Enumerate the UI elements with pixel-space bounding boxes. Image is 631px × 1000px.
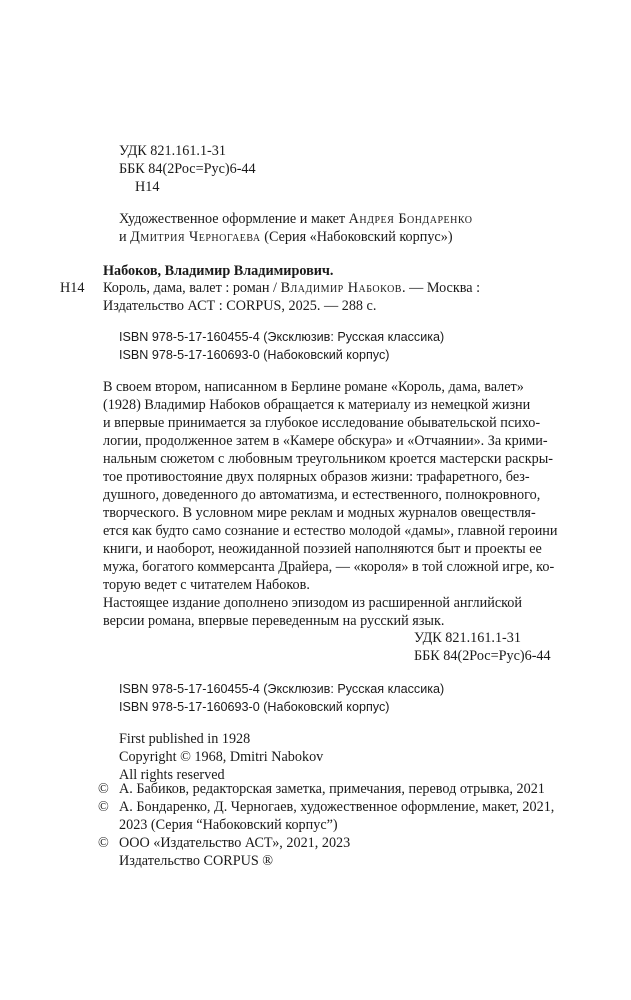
annotation-line: душного, доведенного до автоматизма, и естественного, полнокровного,: [103, 487, 541, 503]
isbn-block-top: [119, 328, 444, 364]
isbn-line: ISBN 978-5-17-160693-0 (Набоковский корпус): [119, 700, 390, 714]
annotation-line: торую ведет с читателем Набоков.: [103, 577, 310, 593]
author-mark: Н14: [135, 179, 160, 195]
bib-description: [103, 279, 480, 315]
isbn-line: ISBN 978-5-17-160693-0 (Набоковский корпус): [119, 348, 390, 362]
credits-text: Художественное оформление и макет: [119, 211, 349, 227]
copyright-entry-continued: 2023 (Серия “Набоковский корпус”): [119, 817, 338, 833]
copyright-entry: [98, 834, 554, 852]
annotation-line: логии, продолженное затем в «Камере обскура» и «Отчаянии». За крими-: [103, 433, 548, 449]
credits-line-2: [119, 228, 473, 246]
bbk-code: ББК 84(2Рос=Рус)6-44: [414, 648, 551, 664]
copyright-holder: ООО «Издательство АСТ», 2021, 2023: [119, 835, 351, 851]
copyright-icon: ©: [98, 835, 109, 851]
first-published: First published in 1928: [119, 731, 251, 747]
udk-bbk-footer: [414, 629, 551, 665]
bbk-code: ББК 84(2Рос=Рус)6-44: [119, 161, 256, 177]
designer-name-1: Андрея Бондаренко: [348, 211, 473, 227]
all-rights-reserved: All rights reserved: [119, 767, 225, 783]
isbn-line: ISBN 978-5-17-160455-4 (Эксклюзив: Русская классика): [119, 682, 445, 696]
copyright-holders: [98, 780, 554, 852]
annotation-line: и впервые принимается за глубокое исследование обывательской психо-: [103, 415, 541, 431]
annotation-line: тое противостояние двух полярных образов жизни: трафаретного, без-: [103, 469, 530, 485]
credits-text: и: [119, 229, 131, 245]
series-name: (Серия «Набоковский корпус»): [260, 229, 453, 245]
copyright-icon: ©: [98, 781, 109, 797]
publisher-mark: Издательство CORPUS ®: [119, 853, 274, 869]
annotation-line: мужа, богатого коммерсанта Драйера, — «короля» в той сложной игре, ко-: [103, 559, 555, 575]
bib-title: Король, дама, валет : роман /: [103, 280, 281, 296]
copyright-line: Copyright © 1968, Dmitri Nabokov: [119, 749, 324, 765]
annotation-line: ется как будто само сознание и естество молодой «дамы», главной героини: [103, 523, 558, 539]
designer-name-2: Дмитрия Черногаева: [130, 229, 261, 245]
annotation-line: (1928) Владимир Набоков обращается к материалу из немецкой жизни: [103, 397, 531, 413]
copyright-holder: А. Бабиков, редакторская заметка, примечания, перевод отрывка, 2021: [119, 781, 545, 797]
annotation: [103, 378, 558, 630]
annotation-line: книги, и наоборот, неожиданной поэзией наполняются быт и проекты ее: [103, 541, 542, 557]
copyright-block: [119, 730, 323, 784]
isbn-line: ISBN 978-5-17-160455-4 (Эксклюзив: Русская классика): [119, 330, 445, 344]
udk-code: УДК 821.161.1-31: [119, 143, 226, 159]
annotation-line: Настоящее издание дополнено эпизодом из расширенной английской: [103, 595, 522, 611]
copyright-entry: [98, 798, 554, 816]
copyright-icon: ©: [98, 799, 109, 815]
bib-place: . — Москва :: [401, 280, 481, 296]
bib-author: Набоков, Владимир Владимирович.: [103, 263, 334, 279]
copyright-holder: А. Бондаренко, Д. Черногаев, художественное оформление, макет, 2021,: [119, 799, 555, 815]
isbn-block-bottom: [119, 680, 444, 716]
udk-code: УДК 821.161.1-31: [414, 630, 521, 646]
bib-line-1: [103, 279, 480, 297]
bib-author-name: Владимир Набоков: [280, 280, 402, 296]
udk-bbk-header: [119, 142, 256, 196]
annotation-line: версии романа, впервые переведенным на русский язык.: [103, 613, 445, 629]
design-credits: [119, 210, 473, 246]
bib-line-2: Издательство АСТ : CORPUS, 2025. — 288 с.: [103, 298, 377, 314]
annotation-line: нальным сюжетом с любовным треугольником кроется мастерски раскры-: [103, 451, 553, 467]
annotation-line: В своем втором, написанном в Берлине романе «Король, дама, валет»: [103, 379, 524, 395]
copyright-entry: [98, 780, 554, 798]
author-mark-margin: Н14: [60, 280, 85, 296]
credits-line-1: [119, 210, 473, 228]
annotation-line: творческого. В условном мире реклам и модных журналов овеществля-: [103, 505, 536, 521]
